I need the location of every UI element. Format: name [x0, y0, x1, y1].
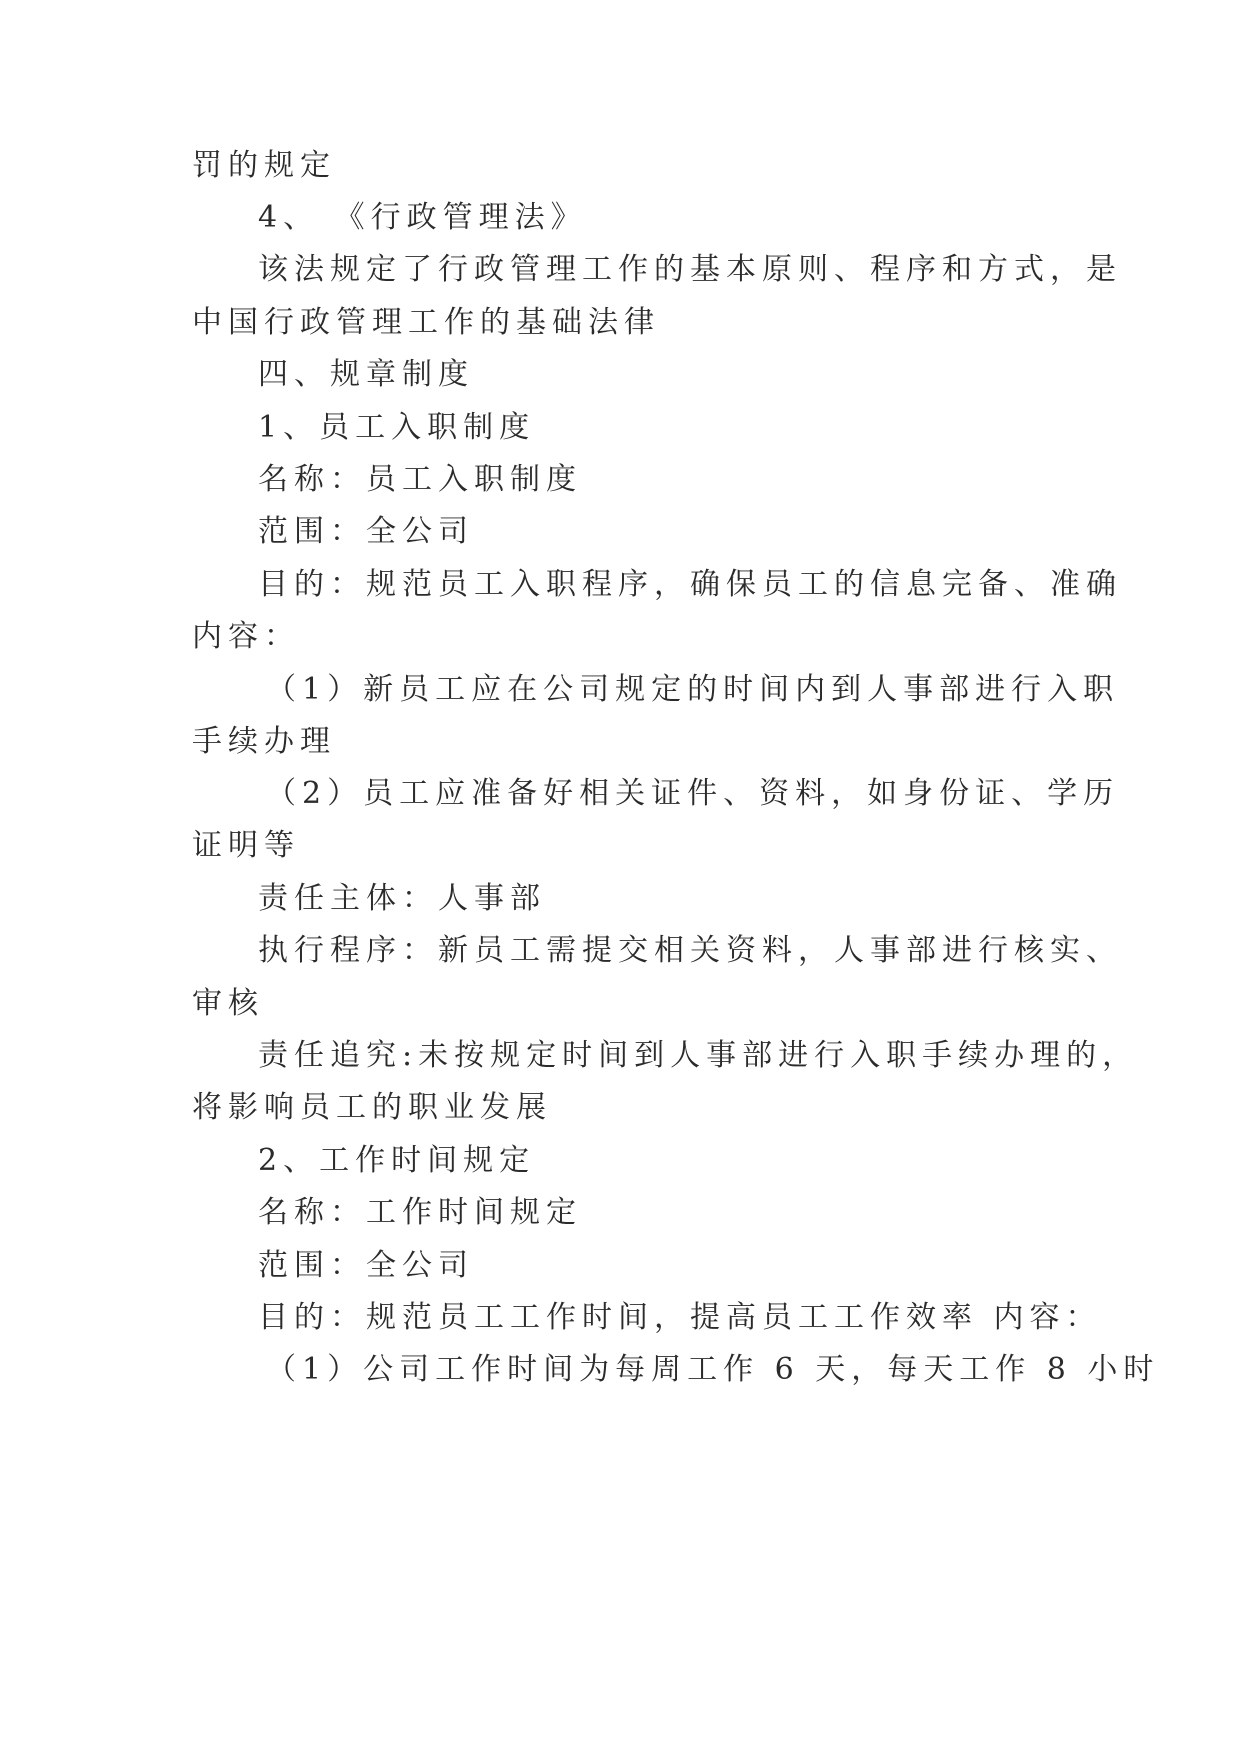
text-line: 将影响员工的职业发展: [192, 1090, 552, 1125]
text-line: 责任追究:未按规定时间到人事部进行入职手续办理的，: [258, 1038, 1139, 1073]
list-item: （1）新员工应在公司规定的时间内到人事部进行入职: [266, 672, 1120, 707]
section-heading: 四、规章制度: [258, 357, 474, 392]
section-heading: 4、 《行政管理法》: [258, 200, 587, 235]
text-line: 名称：工作时间规定: [258, 1195, 582, 1230]
text-line: 罚的规定: [192, 148, 336, 183]
text-line: 目的：规范员工入职程序，确保员工的信息完备、准确: [258, 567, 1122, 602]
text-line: 证明等: [192, 828, 300, 863]
text-line: 目的：规范员工工作时间，提高员工工作效率 内容：: [258, 1300, 1102, 1335]
text-line: 内容：: [192, 619, 300, 654]
list-item: （1）公司工作时间为每周工作 6 天，每天工作 8 小时: [266, 1352, 1160, 1387]
text-line: 执行程序：新员工需提交相关资料，人事部进行核实、: [258, 933, 1122, 968]
text-line: 责任主体：人事部: [258, 881, 546, 916]
text-line: 审核: [192, 986, 264, 1021]
text-line: 范围：全公司: [258, 514, 474, 549]
list-item: （2）员工应准备好相关证件、资料，如身份证、学历: [266, 776, 1120, 811]
text-line: 名称：员工入职制度: [258, 462, 582, 497]
text-line: 该法规定了行政管理工作的基本原则、程序和方式，是: [258, 252, 1122, 287]
text-line: 范围：全公司: [258, 1248, 474, 1283]
section-heading: 1、员工入职制度: [258, 410, 536, 445]
text-line: 中国行政管理工作的基础法律: [192, 305, 660, 340]
section-heading: 2、工作时间规定: [258, 1143, 536, 1178]
text-line: 手续办理: [192, 724, 336, 759]
